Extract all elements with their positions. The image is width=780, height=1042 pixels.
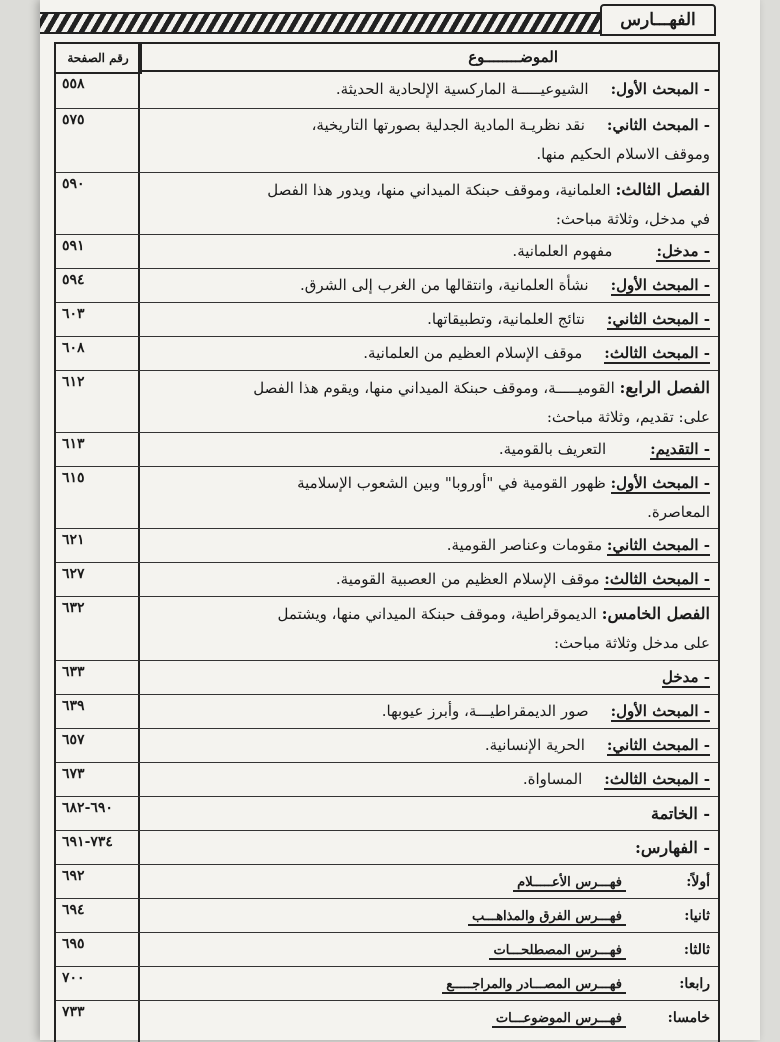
- entry-label: - المبحث الثاني:: [606, 536, 710, 554]
- index-title: فهـــرس المصطلحـــات: [489, 943, 626, 960]
- toc-row: [56, 370, 718, 433]
- entry-label: - مدخل: [662, 668, 710, 686]
- entry-text: القوميـــــة، وموقف حبنكة الميداني منها، ويقوم هذا الفصل: [253, 379, 615, 397]
- entry-label: - المبحث الثاني:: [606, 310, 710, 328]
- toc-row: [56, 596, 718, 661]
- entry-text: المساواة.: [522, 770, 583, 788]
- entry-text-continued: على مدخل وثلاثة مباحث:: [553, 634, 710, 652]
- topic-column-header: الموضــــــــوع: [140, 44, 718, 72]
- toc-row: [56, 234, 718, 269]
- entry-text: مقومات وعناصر القومية.: [446, 536, 603, 554]
- toc-row: [56, 268, 718, 303]
- page-header: [40, 4, 716, 36]
- page-number: ٧٣٣: [62, 1004, 85, 1020]
- index-ordinal: ثالثا:: [683, 942, 710, 958]
- table-of-contents: [54, 42, 720, 1042]
- page-number: ٥٥٨: [62, 76, 85, 92]
- page-number: ٦٠٨: [62, 340, 85, 356]
- toc-row: [56, 302, 718, 337]
- toc-row: [56, 528, 718, 563]
- entry-text: ظهور القومية في "أوروبا" وبين الشعوب الإسلامية: [297, 474, 606, 492]
- index-row: [56, 966, 718, 1001]
- page-number: ٥٩١: [62, 238, 85, 254]
- index-ordinal: خامسا:: [667, 1010, 710, 1026]
- page-number: ٦٩٥: [62, 936, 85, 952]
- entry-label: - المبحث الأول:: [610, 80, 710, 98]
- toc-row: [56, 172, 718, 235]
- entry-label: - المبحث الثالث:: [604, 570, 710, 588]
- index-ordinal: أولاً:: [686, 874, 710, 890]
- page-column-header: رقم الصفحة: [56, 44, 142, 74]
- entry-text: نشأة العلمانية، وانتقالها من الغرب إلى الشرق.: [300, 276, 589, 294]
- page-number: ٦٥٧: [62, 732, 85, 748]
- header-pattern: [40, 12, 604, 34]
- toc-row: [56, 432, 718, 467]
- entry-text: موقف الإسلام العظيم من العلمانية.: [363, 344, 583, 362]
- entry-label: - مدخل:: [656, 242, 710, 260]
- entry-label: - المبحث الثالث:: [604, 770, 710, 788]
- page-number: ٦٩٤: [62, 902, 85, 918]
- page-number: ٦٣٩: [62, 698, 85, 714]
- entry-text: التعريف بالقومية.: [498, 440, 607, 458]
- toc-row: [56, 728, 718, 763]
- toc-row: [56, 830, 718, 865]
- entry-label: - المبحث الثاني:: [606, 116, 710, 134]
- page-number: ٦٣٢: [62, 600, 85, 616]
- page-number: ٦١٥: [62, 470, 85, 486]
- page-number: ٦٢١: [62, 532, 85, 548]
- entry-label: - التقديم:: [650, 440, 710, 458]
- page-number: ٦٧٣: [62, 766, 85, 782]
- page-number: ٦٢٧: [62, 566, 85, 582]
- index-row: [56, 932, 718, 967]
- page-number: ٧٠٠: [62, 970, 85, 986]
- entry-label: - المبحث الثالث:: [604, 344, 710, 362]
- chapter-label: الفصل الرابع:: [619, 378, 710, 397]
- entry-text: الشيوعيـــــة الماركسية الإلحادية الحديثة.: [335, 80, 589, 98]
- index-row: [56, 1000, 718, 1040]
- entry-label: - المبحث الأول:: [610, 276, 710, 294]
- page-number: ٦٣٣: [62, 664, 85, 680]
- index-title: فهـــرس الأعـــــلام: [513, 875, 626, 892]
- page-number: ٥٧٥: [62, 112, 85, 128]
- index-row: [56, 864, 718, 899]
- entry-text: نتائج العلمانية، وتطبيقاتها.: [427, 310, 585, 328]
- entry-text: صور الديمقراطيـــة، وأبرز عيوبها.: [381, 702, 589, 720]
- index-title: فهـــرس المصـــادر والمراجـــــع: [442, 977, 626, 994]
- toc-row: [56, 466, 718, 529]
- entry-text: العلمانية، وموقف حبنكة الميداني منها، ويدور هذا الفصل: [267, 181, 611, 199]
- conclusion-label: - الخاتمة: [650, 804, 710, 823]
- entry-text: الديموقراطية، وموقف حبنكة الميداني منها، ويشتمل: [277, 605, 597, 623]
- index-title: فهـــرس الفرق والمذاهـــب: [468, 909, 626, 926]
- index-ordinal: ثانيا:: [684, 908, 710, 924]
- toc-row: [56, 72, 718, 109]
- entry-label: - المبحث الثاني:: [606, 736, 710, 754]
- toc-row: [56, 108, 718, 173]
- page-number: ٦١٣: [62, 436, 85, 452]
- page-number: ٦١٢: [62, 374, 85, 390]
- entry-label: - المبحث الأول:: [610, 702, 710, 720]
- page-number: ٦٩٢: [62, 868, 85, 884]
- indexes-label: - الفهارس:: [634, 838, 710, 857]
- entry-text: الحرية الإنسانية.: [484, 736, 585, 754]
- entry-text: مفهوم العلمانية.: [512, 242, 613, 260]
- header-title: الفهـــارس: [600, 4, 716, 36]
- toc-row: [56, 796, 718, 831]
- chapter-label: الفصل الخامس:: [601, 604, 710, 623]
- index-row: [56, 898, 718, 933]
- toc-row: [56, 762, 718, 797]
- entry-text-continued: وموقف الاسلام الحكيم منها.: [536, 145, 710, 163]
- toc-row: [56, 660, 718, 695]
- toc-row: [56, 694, 718, 729]
- index-title: فهـــرس الموضوعـــات: [492, 1011, 626, 1028]
- entry-label: - المبحث الأول:: [610, 474, 710, 492]
- page-number: ٧٣٤-٦٩١: [62, 834, 113, 850]
- entry-text: موقف الإسلام العظيم من العصبية القومية.: [335, 570, 600, 588]
- toc-row: [56, 562, 718, 597]
- page-number: ٥٩٤: [62, 272, 85, 288]
- entry-text-continued: المعاصرة.: [647, 503, 710, 521]
- page-number: ٦٠٣: [62, 306, 85, 322]
- chapter-label: الفصل الثالث:: [615, 180, 710, 199]
- entry-text-continued: في مدخل، وثلاثة مباحث:: [555, 210, 710, 228]
- entry-text: نقد نظريـة المادية الجدلية بصورتها التاريخية،: [311, 116, 585, 134]
- toc-row: [56, 336, 718, 371]
- page-number: ٦٩٠-٦٨٢: [62, 800, 113, 816]
- index-ordinal: رابعا:: [679, 976, 710, 992]
- page-number: ٥٩٠: [62, 176, 85, 192]
- entry-text-continued: على: تقديم، وثلاثة مباحث:: [546, 408, 710, 426]
